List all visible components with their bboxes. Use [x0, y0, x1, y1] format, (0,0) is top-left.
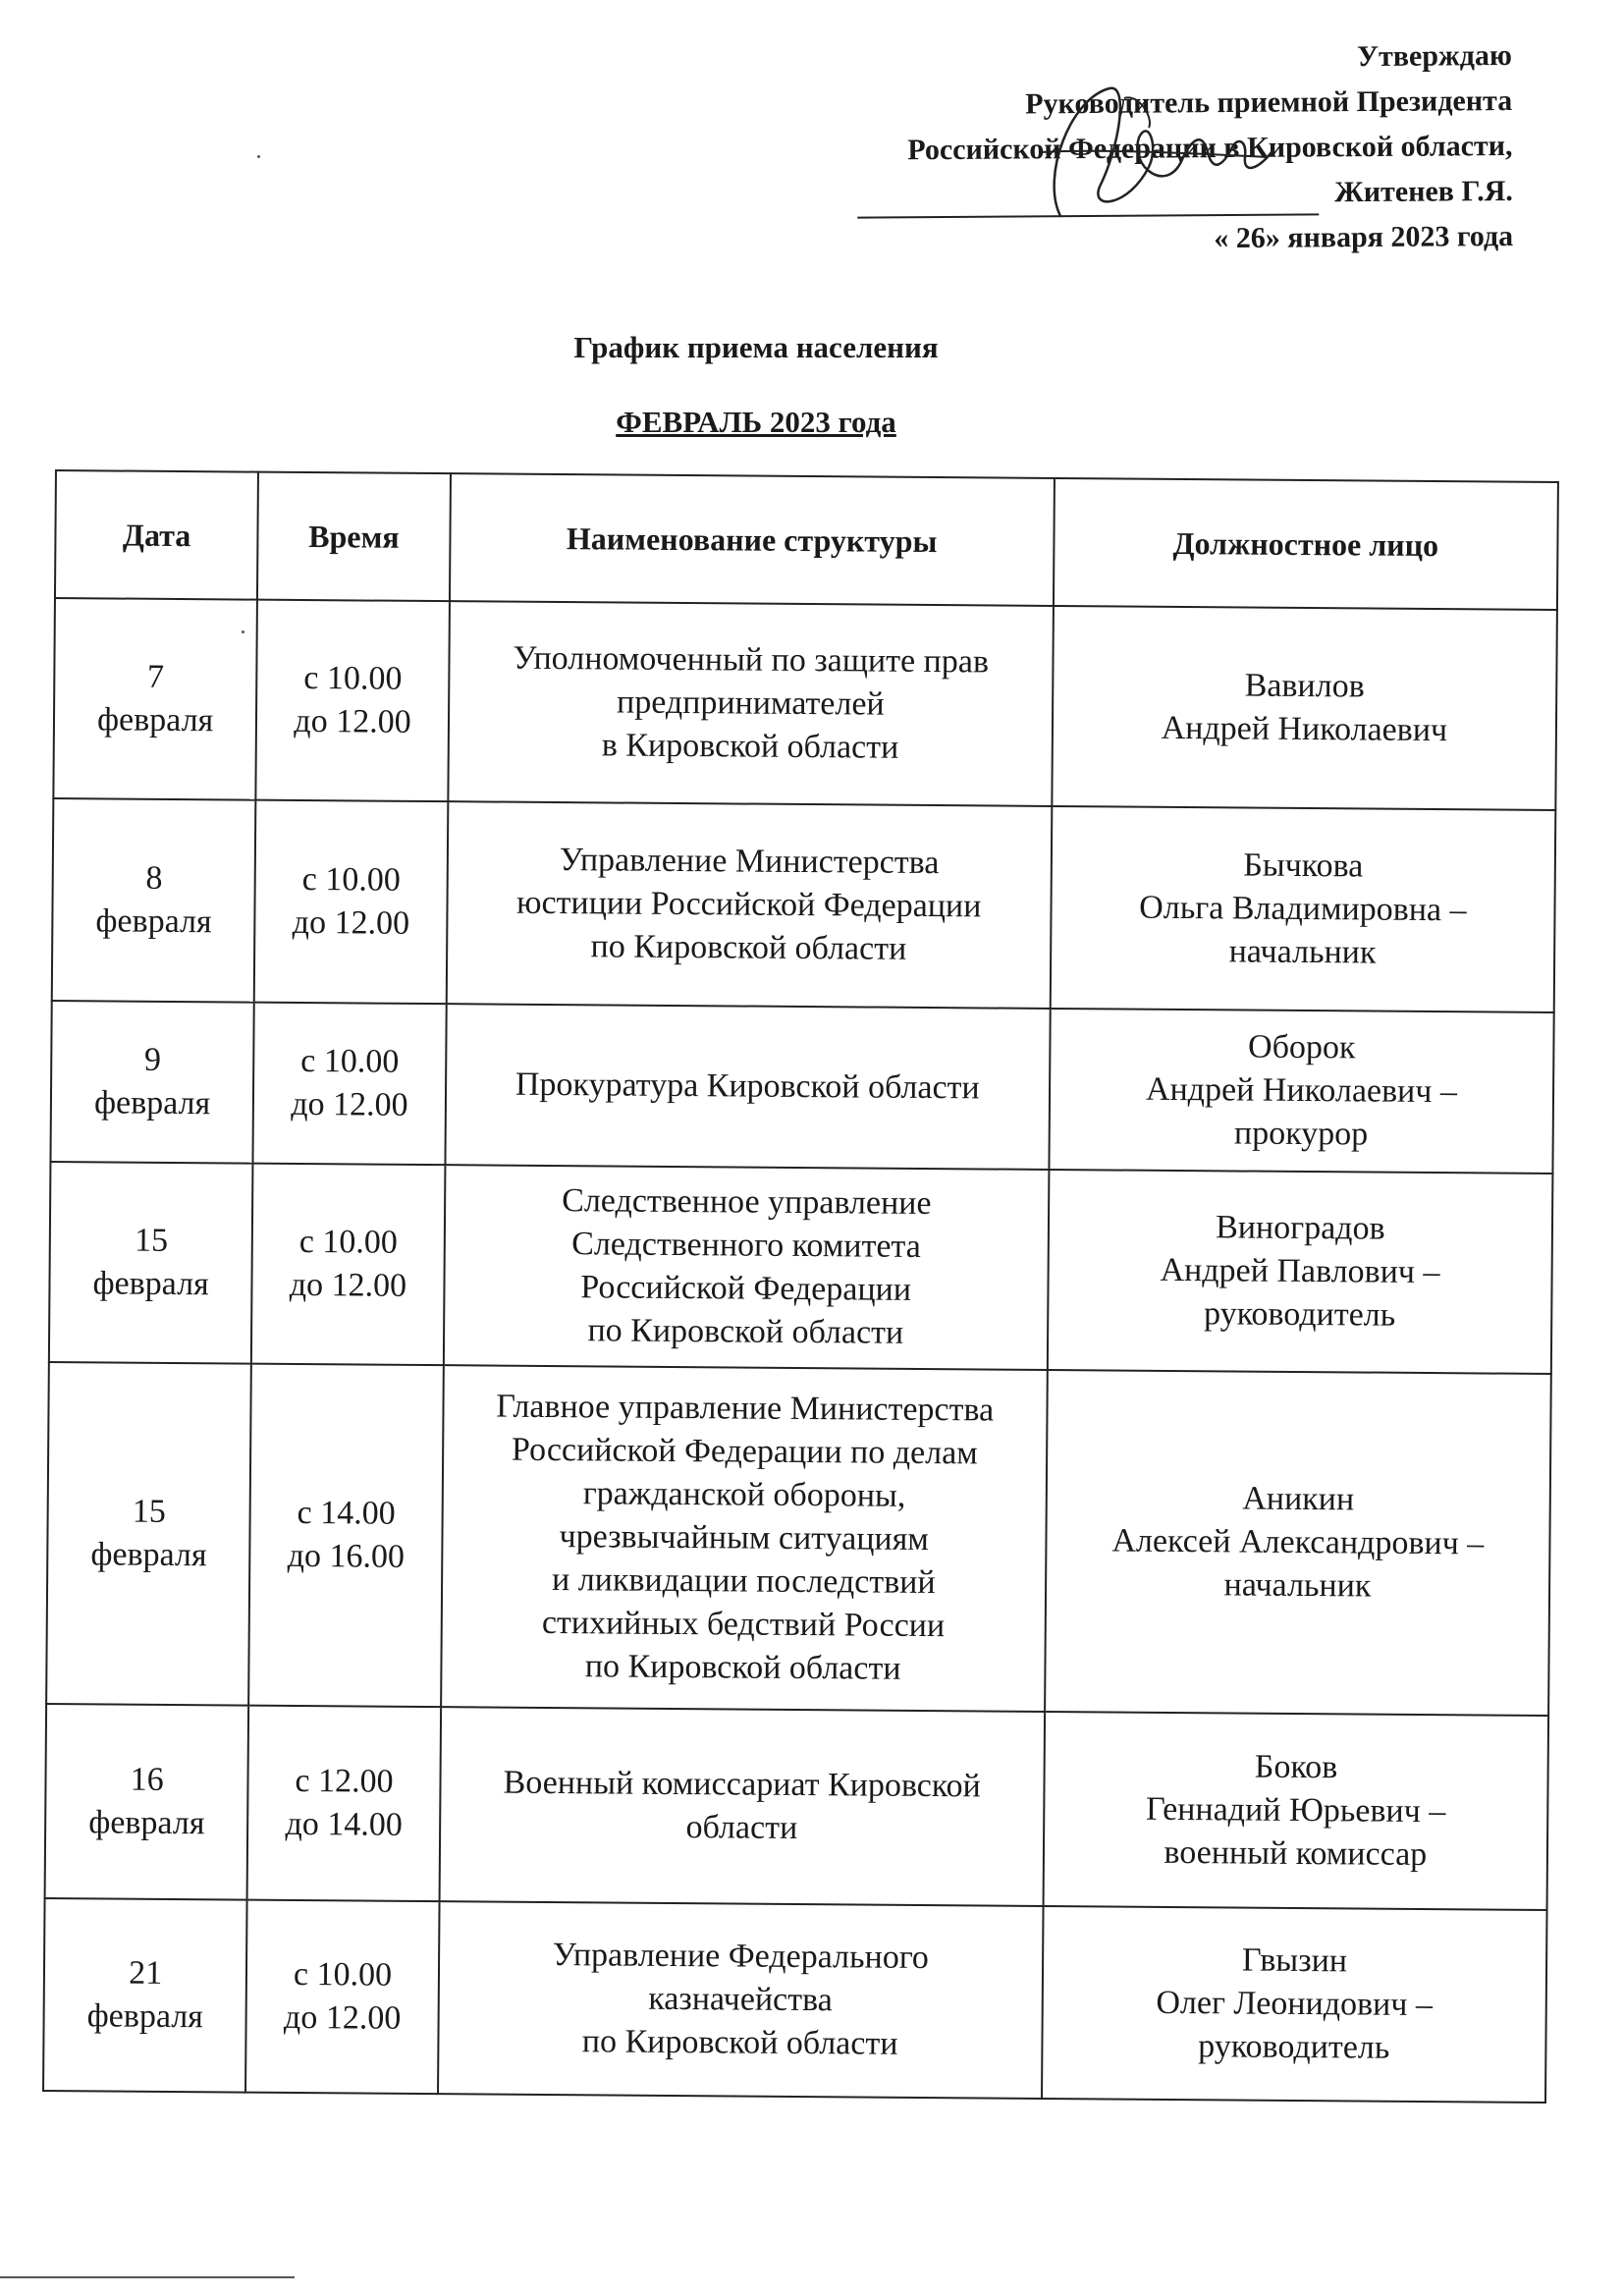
cell-date: 15 февраля — [49, 1162, 253, 1364]
cell-time: с 10.00 до 12.00 — [253, 1003, 447, 1166]
cell-official: Аникин Алексей Александрович – начальник — [1045, 1370, 1551, 1716]
cell-time: с 10.00 до 12.00 — [245, 1900, 439, 2095]
table-row — [53, 598, 1557, 810]
cell-official: Вавилов Андрей Николаевич — [1052, 606, 1557, 810]
cell-date: 16 февраля — [45, 1704, 249, 1900]
cell-time: с 14.00 до 16.00 — [248, 1364, 443, 1708]
cell-date: 7 февраля — [53, 598, 257, 800]
schedule-month: ФЕВРАЛЬ 2023 года — [616, 405, 896, 439]
cell-organization: Прокуратура Кировской области — [445, 1004, 1050, 1170]
approval-organization: Российской Федерации в Кировской области, — [907, 129, 1513, 167]
table-header-row — [55, 470, 1558, 610]
cell-date: 21 февраля — [43, 1898, 247, 2093]
scan-speck — [242, 630, 244, 633]
table-row — [52, 798, 1556, 1012]
cell-official: Гвызин Олег Леонидович – руководитель — [1042, 1906, 1547, 2103]
schedule-title: График приема населения — [573, 330, 939, 364]
approval-date: « 26» января 2023 года — [1214, 219, 1514, 255]
cell-time: с 10.00 до 12.00 — [251, 1164, 445, 1366]
cell-organization: Главное управление Министерства Российской Федерации по делам гражданской обороны, чрезвычайным ситуациям и ликвидации последствий стихийных бедствий России по Кировской области — [441, 1365, 1048, 1712]
header-official: Должностное лицо — [1054, 478, 1558, 610]
cell-organization: Уполномоченный по защите прав предпринимателей в Кировской области — [448, 601, 1054, 806]
signature-icon — [1001, 59, 1296, 255]
header-organization: Наименование структуры — [450, 473, 1055, 606]
approval-title: Утверждаю — [1357, 38, 1513, 74]
scan-edge-line — [0, 2276, 295, 2278]
table-row — [46, 1362, 1551, 1716]
cell-date: 8 февраля — [52, 798, 256, 1003]
table-row — [43, 1898, 1546, 2103]
cell-organization: Военный комиссариат Кировской области — [439, 1707, 1045, 1906]
cell-organization: Управление Федерального казначейства по Кировской области — [438, 1901, 1044, 2099]
cell-date: 9 февраля — [50, 1001, 254, 1164]
header-time: Время — [257, 472, 450, 602]
cell-time: с 10.00 до 12.00 — [256, 600, 450, 802]
cell-time: с 12.00 до 14.00 — [247, 1706, 441, 1902]
cell-time: с 10.00 до 12.00 — [254, 800, 448, 1005]
cell-official: Оборок Андрей Николаевич – прокурор — [1049, 1009, 1553, 1174]
scan-speck — [257, 155, 260, 158]
cell-date: 15 февраля — [46, 1362, 251, 1706]
table-row — [50, 1001, 1553, 1174]
cell-official: Боков Геннадий Юрьевич – военный комиссар — [1043, 1712, 1548, 1910]
table-row — [45, 1704, 1549, 1910]
cell-official: Бычкова Ольга Владимировна – начальник — [1051, 806, 1556, 1012]
cell-organization: Управление Министерства юстиции Российской Федерации по Кировской области — [446, 801, 1052, 1009]
reception-schedule-table — [42, 469, 1559, 2104]
cell-official: Виноградов Андрей Павлович – руководитель — [1048, 1170, 1553, 1374]
header-date: Дата — [55, 470, 258, 600]
approval-position: Руководитель приемной Президента — [1025, 83, 1513, 121]
table-row — [49, 1162, 1553, 1374]
cell-organization: Следственное управление Следственного комитета Российской Федерации по Кировской области — [444, 1165, 1050, 1370]
approver-name: Житенев Г.Я. — [1334, 174, 1514, 209]
